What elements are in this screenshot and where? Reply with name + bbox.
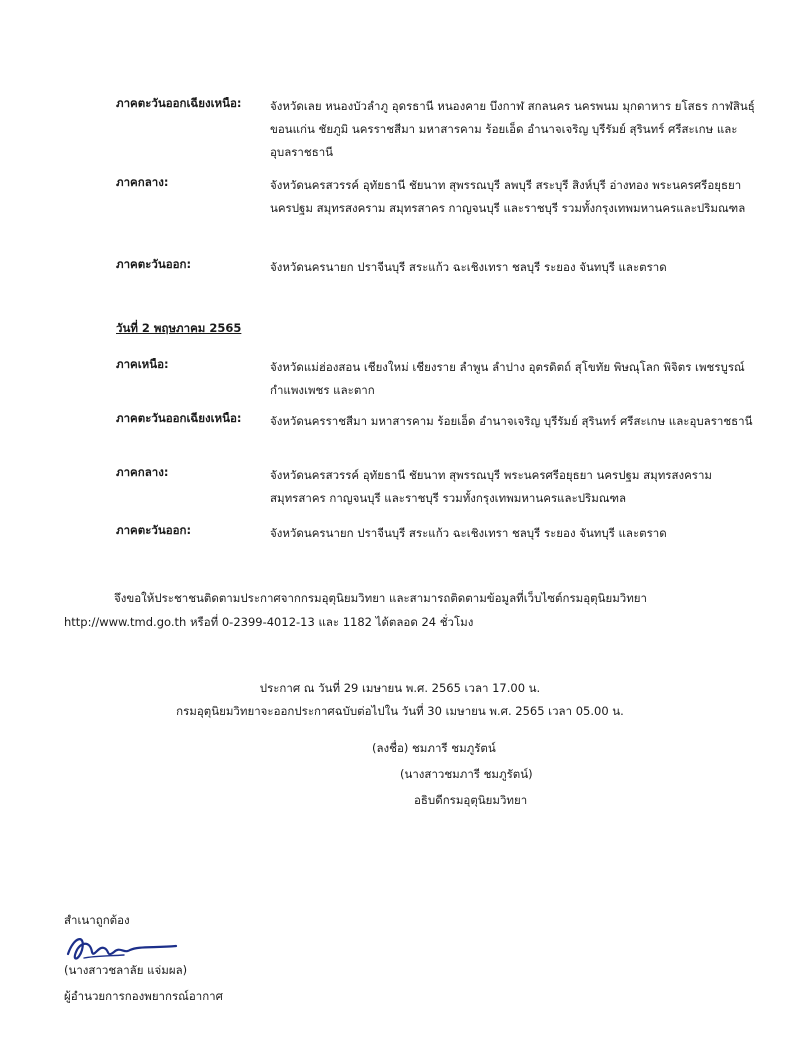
province-list: จังหวัดนครนายก ปราจีนบุรี สระแก้ว ฉะเชิงเทรา ชลบุรี ระยอง จันทบุรี และตราด <box>270 526 667 540</box>
signatory-full-name: (นางสาวชมภารี ชมภูรัตน์) <box>400 767 533 781</box>
certified-copy-name: (นางสาวชลาลัย แจ่มผล) <box>64 963 188 977</box>
signatory-position: อธิบดีกรมอุตุนิยมวิทยา <box>414 793 528 807</box>
province-list: จังหวัดเลย หนองบัวลำภู อุดรธานี หนองคาย บึงกาฬ สกลนคร นครพนม มุกดาหาร ยโสธร กาฬสินธุ์ ขอนแก่น ชัยภูมิ นครราชสีมา มหาสารคาม ร้อยเอ็ด อำนาจเจริญ บุรีรัมย์ สุรินทร์ ศรีสะเกษ และอุบลราชธานี <box>270 99 755 159</box>
region-label: ภาคเหนือ: <box>116 357 169 371</box>
certified-copy-position: ผู้อำนวยการกองพยากรณ์อากาศ <box>64 989 223 1003</box>
province-list: จังหวัดแม่ฮ่องสอน เชียงใหม่ เชียงราย ลำพูน ลำปาง อุตรดิตถ์ สุโขทัย พิษณุโลก พิจิตร เพชรบูรณ์ กำแพงเพชร และตาก <box>270 360 745 397</box>
announcement-date: ประกาศ ณ วันที่ 29 เมษายน พ.ศ. 2565 เวลา 17.00 น. <box>259 681 541 695</box>
closing-paragraph <box>64 586 744 634</box>
certified-copy-label: สำเนาถูกต้อง <box>64 913 130 927</box>
region-label: ภาคตะวันออกเฉียงเหนือ: <box>116 411 242 425</box>
signature-icon <box>64 932 184 966</box>
closing-text: จึงขอให้ประชาชนติดตามประกาศจากกรมอุตุนิยมวิทยา และสามารถติดตามข้อมูลที่เว็บไซต์กรมอุตุนิยมวิทยา http://www.tmd.go.th หรือที่ 0-2399-4012-13 และ 1182 ได้ตลอด 24 ชั่วโมง <box>64 591 648 629</box>
region-label: ภาคกลาง: <box>116 465 169 479</box>
region-label: ภาคตะวันออก: <box>116 257 192 271</box>
day2-heading: วันที่ 2 พฤษภาคม 2565 <box>116 321 242 335</box>
province-list: จังหวัดนครราชสีมา มหาสารคาม ร้อยเอ็ด อำนาจเจริญ บุรีรัมย์ สุรินทร์ ศรีสะเกษ และอุบลราชธานี <box>270 414 753 428</box>
signed-line: (ลงชื่อ) ชมภารี ชมภูรัตน์ <box>372 741 496 755</box>
region-label: ภาคกลาง: <box>116 175 169 189</box>
province-list: จังหวัดนครนายก ปราจีนบุรี สระแก้ว ฉะเชิงเทรา ชลบุรี ระยอง จันทบุรี และตราด <box>270 260 667 274</box>
next-bulletin: กรมอุตุนิยมวิทยาจะออกประกาศฉบับต่อไปใน วันที่ 30 เมษายน พ.ศ. 2565 เวลา 05.00 น. <box>176 704 624 718</box>
province-list: จังหวัดนครสวรรค์ อุทัยธานี ชัยนาท สุพรรณบุรี พระนครศรีอยุธยา นครปฐม สมุทรสงคราม สมุทรสาคร กาญจนบุรี และราชบุรี รวมทั้งกรุงเทพมหานครและปริมณฑล <box>270 468 713 505</box>
region-label: ภาคตะวันออกเฉียงเหนือ: <box>116 96 242 110</box>
region-label: ภาคตะวันออก: <box>116 523 192 537</box>
province-list: จังหวัดนครสวรรค์ อุทัยธานี ชัยนาท สุพรรณบุรี ลพบุรี สระบุรี สิงห์บุรี อ่างทอง พระนครศรีอยุธยา นครปฐม สมุทรสงคราม สมุทรสาคร กาญจนบุรี และราชบุรี รวมทั้งกรุงเทพมหานครและปริมณฑล <box>270 178 746 215</box>
